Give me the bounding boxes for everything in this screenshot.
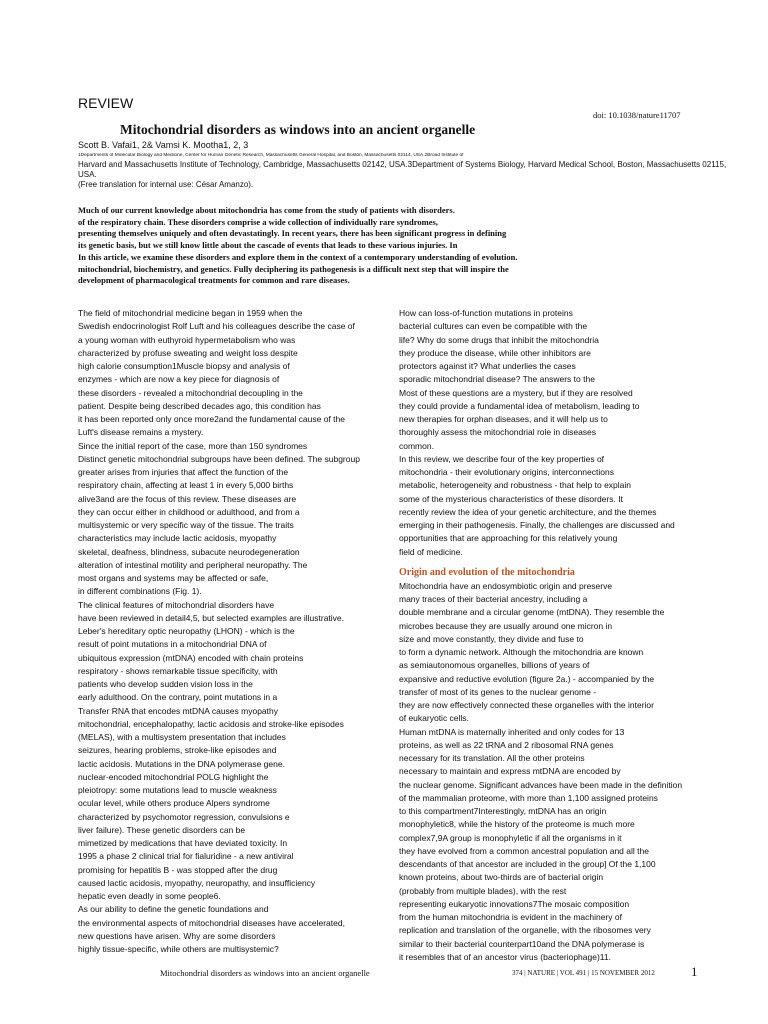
affiliation-line: (Free translation for internal use: César Amanzo). bbox=[78, 180, 254, 189]
affiliation-line: Harvard and Massachusetts Institute of Technology, Cambridge, Massachusetts 02142, USA.3Department of Systems Biology, Harvard Medical School, Boston, Massachusetts 02115, bbox=[78, 160, 727, 169]
text-line: seizures, hearing problems, stroke-like episodes and bbox=[78, 745, 277, 756]
text-line: Luft's disease remains a mystery. bbox=[78, 427, 204, 438]
abstract-line: of the respiratory chain. These disorders comprise a wide collection of individually rare syndromes, bbox=[78, 216, 438, 227]
text-line: The field of mitochondrial medicine began in 1959 when the bbox=[78, 308, 303, 318]
affiliation-line: USA. bbox=[78, 170, 97, 179]
text-line: ocular level, while others produce Alpers syndrome bbox=[78, 798, 270, 809]
text-line: Since the initial report of the case, more than 150 syndromes bbox=[78, 440, 308, 451]
text-line: it has been reported only once more2and the fundamental cause of the bbox=[78, 414, 345, 424]
text-line: most organs and systems may be affected or safe, bbox=[78, 573, 269, 583]
text-line: emerging in their pathogenesis. Finally, the challenges are discussed and bbox=[399, 520, 675, 530]
text-line: similar to their bacterial counterpart10and the DNA polymerase is bbox=[399, 938, 645, 949]
text-line: field of medicine. bbox=[399, 546, 463, 557]
text-line: In this review, we describe four of the key properties of bbox=[399, 453, 605, 464]
footer-journal: 374 | NATURE | VOL 491 | 15 NOVEMBER 2012 bbox=[512, 969, 655, 977]
text-line: monophyletic8, while the history of the proteome is much more bbox=[399, 819, 635, 830]
text-line: Most of these questions are a mystery, but if they are resolved bbox=[399, 387, 633, 398]
text-line: alteration of intestinal motility and peripheral neuropathy. The bbox=[78, 559, 308, 570]
text-line: greater arises from injuries that affect the function of the bbox=[78, 467, 289, 477]
text-line: (probably from multiple blades), with the rest bbox=[399, 885, 567, 896]
text-line: multisystemic or very specific way of the tissue. The traits bbox=[78, 520, 294, 530]
text-line: necessary to maintain and express mtDNA are encoded by bbox=[399, 766, 621, 777]
authors: Scott B. Vafai1, 2& Vamsi K. Mootha1, 2, 3 bbox=[78, 140, 249, 150]
text-line: a young woman with euthyroid hypermetabolism who was bbox=[78, 334, 296, 345]
right-column-body bbox=[399, 580, 719, 964]
text-line: (MELAS), with a multisystem presentation that includes bbox=[78, 732, 286, 742]
text-line: of the mammalian proteome, with more than 1,100 assigned proteins bbox=[399, 792, 658, 803]
text-line: Human mtDNA is maternally inherited and only codes for 13 bbox=[399, 726, 625, 737]
text-line: patients who develop sudden vision loss in the bbox=[78, 679, 253, 689]
abstract-line: In this article, we examine these disorders and explore them in the context of a contemporary understanding of evolution. bbox=[78, 251, 518, 262]
text-line: descendants of that ancestor are included in the group] Of the 1,100 bbox=[399, 859, 656, 869]
text-line: expansive and reductive evolution (figure 2a.) - accompanied by the bbox=[399, 673, 655, 684]
abstract bbox=[78, 205, 638, 287]
text-line: alive3and are the focus of this review. These diseases are bbox=[78, 493, 297, 504]
abstract-line: its genetic basis, but we still know little about the cascade of events that leads to these various injuries. In bbox=[78, 240, 458, 251]
text-line: from the human mitochondria is evident in the machinery of bbox=[399, 912, 623, 922]
text-line: skeletal, deafness, blindness, subacute neurodegeneration bbox=[78, 546, 300, 557]
text-line: known proteins, about two-thirds are of bacterial origin bbox=[399, 872, 604, 883]
text-line: characterized by psychomotor regression, convulsions e bbox=[78, 811, 290, 822]
text-line: microbes because they are usually around one micron in bbox=[399, 620, 613, 631]
text-line: opportunities that are approaching for this relatively young bbox=[399, 533, 618, 544]
text-line: protectors against it? What underlies the cases bbox=[399, 361, 576, 371]
page-number: 1 bbox=[691, 964, 698, 979]
text-line: mimetized by medications that have deviated toxicity. In bbox=[78, 838, 288, 848]
abstract-line: presenting themselves uniquely and often devastatingly. In recent years, there has been significant progress in defining bbox=[78, 228, 507, 239]
abstract-line: Much of our current knowledge about mitochondria has come from the study of patients with disorders. bbox=[78, 205, 455, 215]
text-line: recently review the idea of your genetic architecture, and the themes bbox=[399, 506, 657, 517]
text-line: proteins, as well as 22 tRNA and 2 ribosomal RNA genes bbox=[399, 739, 614, 750]
text-line: new therapies for orphan diseases, and it will help us to bbox=[399, 414, 608, 424]
text-line: it resembles that of an ancestor virus (bacteriophage)11. bbox=[399, 951, 611, 962]
text-line: some of the mysterious characteristics of these disorders. It bbox=[399, 493, 623, 504]
text-line: characteristics may include lactic acidosis, myopathy bbox=[78, 533, 277, 544]
text-line: thoroughly assess the mitochondrial role in diseases bbox=[399, 427, 597, 438]
text-line: representing eukaryotic innovations7The mosaic composition bbox=[399, 898, 630, 909]
text-line: necessary for its translation. All the other proteins bbox=[399, 753, 585, 763]
text-line: they have evolved from a common ancestral population and all the bbox=[399, 845, 649, 856]
text-line: they are now effectively connected these organelles with the interior bbox=[399, 700, 654, 710]
text-line: as semiautonomous organelles, billions of years of bbox=[399, 660, 590, 671]
text-line: new questions have arisen. Why are some disorders bbox=[78, 930, 276, 941]
text-line: have been reviewed in detail4,5, but selected examples are illustrative. bbox=[78, 612, 345, 623]
text-line: nuclear-encoded mitochondrial POLG highlight the bbox=[78, 771, 269, 782]
text-line: hepatic even deadly in some people6. bbox=[78, 891, 221, 901]
text-line: How can loss-of-function mutations in proteins bbox=[399, 308, 573, 318]
text-line: enzymes - which are now a key piece for diagnosis of bbox=[78, 374, 280, 385]
text-line: the nuclear genome. Significant advances have been made in the definition bbox=[399, 779, 683, 790]
text-line: complex7,9A group is monophyletic if all the organisms in it bbox=[399, 832, 622, 843]
abstract-line: development of pharmacological treatments for common and rare diseases. bbox=[78, 275, 350, 286]
right-column bbox=[399, 307, 719, 964]
text-line: patient. Despite being described decades ago, this condition has bbox=[78, 400, 321, 411]
text-line: sporadic mitochondrial disease? The answers to the bbox=[399, 374, 595, 385]
text-line: lactic acidosis. Mutations in the DNA polymerase gene. bbox=[78, 758, 285, 769]
text-line: many traces of their bacterial ancestry, including a bbox=[399, 594, 588, 604]
text-line: highly tissue-specific, while others are multisystemic? bbox=[78, 944, 279, 954]
right-column-intro bbox=[399, 307, 719, 559]
text-line: ubiquitous expression (mtDNA) encoded with chain proteins bbox=[78, 652, 304, 663]
text-line: they could provide a fundamental idea of metabolism, leading to bbox=[399, 400, 640, 411]
text-line: characterized by profuse sweating and weight loss despite bbox=[78, 347, 298, 358]
text-line: common. bbox=[399, 440, 434, 451]
text-line: the environmental aspects of mitochondrial diseases have accelerated, bbox=[78, 917, 345, 928]
text-line: The clinical features of mitochondrial disorders have bbox=[78, 599, 275, 610]
section-label: REVIEW bbox=[78, 95, 134, 111]
text-line: to this compartment7Interestingly, mtDNA has an origin bbox=[399, 806, 607, 816]
text-line: transfer of most of its genes to the nuclear genome - bbox=[399, 686, 597, 697]
text-line: Transfer RNA that encodes mtDNA causes myopathy bbox=[78, 705, 278, 716]
text-line: 1995 a phase 2 clinical trial for fialuridine - a new antiviral bbox=[78, 851, 294, 862]
text-line: promising for hepatitis B - was stopped after the drug bbox=[78, 864, 278, 875]
footer-title: Mitochondrial disorders as windows into an ancient organelle bbox=[160, 968, 370, 978]
section-heading: Origin and evolution of the mitochondria bbox=[399, 566, 575, 578]
text-line: they produce the disease, while other inhibitors are bbox=[399, 347, 591, 358]
text-line: these disorders - revealed a mitochondrial decoupling in the bbox=[78, 387, 303, 398]
text-line: mitochondrial, encephalopathy, lactic acidosis and stroke-like episodes bbox=[78, 718, 344, 729]
text-line: caused lactic acidosis, myopathy, neuropathy, and insufficiency bbox=[78, 877, 316, 888]
text-line: result of point mutations in a mitochondrial DNA of bbox=[78, 639, 267, 650]
text-line: size and move constantly, they divide and fuse to bbox=[399, 633, 584, 644]
text-line: mitochondria - their evolutionary origins, interconnections bbox=[399, 467, 614, 477]
text-line: pleiotropy: some mutations lead to muscle weakness bbox=[78, 785, 277, 795]
text-line: Swedish endocrinologist Rolf Luft and his colleagues describe the case of bbox=[78, 321, 355, 332]
text-line: high calorie consumption1Muscle biopsy and analysis of bbox=[78, 361, 290, 371]
text-line: metabolic, heterogeneity and robustness - that help to explain bbox=[399, 480, 632, 491]
text-line: replication and translation of the organelle, with the ribosomes very bbox=[399, 925, 651, 936]
text-line: early adulthood. On the contrary, point mutations in a bbox=[78, 692, 278, 703]
abstract-line: mitochondrial, biochemistry, and genetics. Fully deciphering its pathogenesis is a difficult next step that will inspire the bbox=[78, 263, 509, 274]
text-line: in different combinations (Fig. 1). bbox=[78, 586, 202, 597]
affiliations bbox=[78, 160, 728, 190]
text-line: Mitochondria have an endosymbiotic origin and preserve bbox=[399, 580, 613, 591]
text-line: Distinct genetic mitochondrial subgroups have been defined. The subgroup bbox=[78, 453, 360, 464]
text-line: of eukaryotic cells. bbox=[399, 713, 469, 724]
text-line: to form a dynamic network. Although the mitochondria are known bbox=[399, 647, 644, 657]
affiliation-small: 1Departments of Molecular Biology and Medicine, Center for Human Genetic Research, Massachusetts General Hospital, and Boston, Massachusetts 02114, USA.2Broad Institute of bbox=[78, 153, 464, 158]
text-line: double membrane and a circular genome (mtDNA). They resemble the bbox=[399, 607, 665, 618]
text-line: respiratory - shows remarkable tissue specificity, with bbox=[78, 665, 278, 676]
text-line: liver failure). These genetic disorders can be bbox=[78, 824, 246, 835]
text-line: bacterial cultures can even be compatible with the bbox=[399, 321, 588, 332]
text-line: respiratory chain, affecting at least 1 in every 5,000 births bbox=[78, 480, 294, 491]
text-line: Leber's hereditary optic neuropathy (LHON) - which is the bbox=[78, 626, 295, 636]
doi: doi: 10.1038/nature11707 bbox=[593, 110, 681, 120]
text-line: As our ability to define the genetic foundations and bbox=[78, 904, 269, 915]
text-line: life? Why do some drugs that inhibit the mitochondria bbox=[399, 334, 599, 345]
left-column bbox=[78, 307, 378, 956]
article-title: Mitochondrial disorders as windows into an ancient organelle bbox=[120, 122, 476, 137]
text-line: they can occur either in childhood or adulthood, and from a bbox=[78, 506, 300, 517]
